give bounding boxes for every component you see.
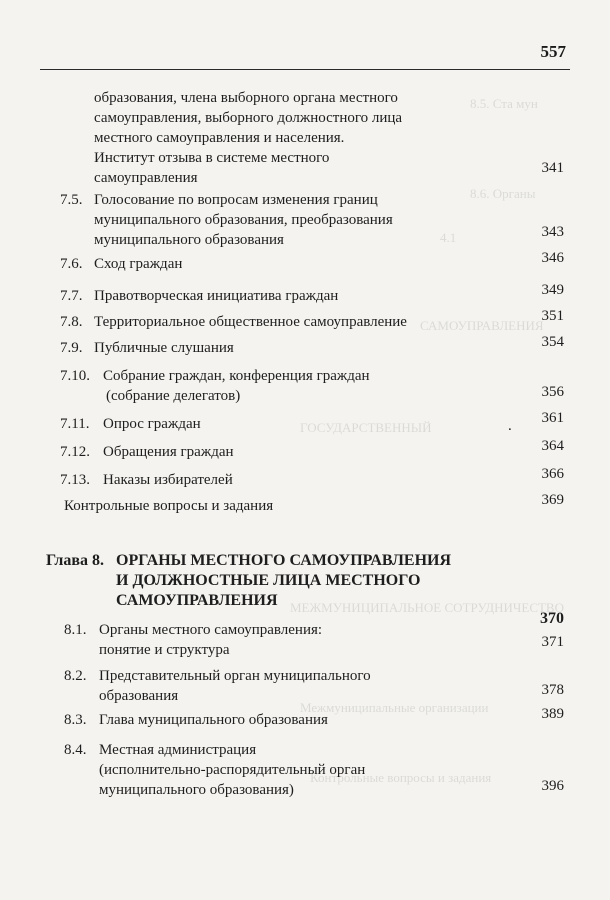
entry-number: 7.12. bbox=[60, 444, 90, 460]
entry-title bbox=[103, 442, 234, 462]
entry-number: 7.10. bbox=[60, 368, 90, 384]
toc-entry-7-6 bbox=[0, 250, 610, 276]
entry-number: 7.11. bbox=[60, 416, 90, 432]
entry-title bbox=[99, 666, 479, 706]
page-number: 557 bbox=[540, 42, 566, 61]
entry-number: 7.9. bbox=[60, 340, 83, 356]
entry-title-line: Наказы избирателей bbox=[103, 472, 233, 488]
toc-entry-7-7 bbox=[0, 282, 610, 308]
entry-title-line: Территориальное общественное самоуправление bbox=[94, 314, 407, 330]
entry-title-line: Представительный орган муниципального bbox=[99, 668, 371, 684]
entry-page: 343 bbox=[541, 224, 564, 240]
entry-title-line: Органы местного самоуправления: bbox=[99, 622, 323, 638]
entry-title-line: образования bbox=[99, 688, 179, 704]
entry-title bbox=[64, 496, 273, 516]
toc-entry-8-1 bbox=[0, 620, 610, 662]
toc-entry-review-questions bbox=[0, 492, 610, 518]
entry-title-line: Голосование по вопросам изменения границ bbox=[94, 192, 378, 208]
entry-page: 378 bbox=[541, 682, 564, 698]
toc-entry-continuation bbox=[0, 88, 610, 188]
show-through-7: Межмуниципальные организации bbox=[300, 700, 489, 715]
entry-title bbox=[94, 286, 338, 306]
chapter-number: Глава 8. bbox=[46, 552, 104, 569]
entry-title-line: (исполнительно-распорядительный орган bbox=[99, 762, 366, 778]
show-through-2: 8.6. Органы bbox=[470, 186, 536, 201]
chapter-title-line: И ДОЛЖНОСТНЫЕ ЛИЦА МЕСТНОГО bbox=[116, 572, 421, 589]
entry-title bbox=[103, 366, 483, 406]
toc-entry-7-9 bbox=[0, 334, 610, 360]
entry-page: 389 bbox=[541, 706, 564, 722]
entry-page: 346 bbox=[541, 250, 564, 266]
entry-title bbox=[99, 710, 328, 730]
entry-title bbox=[103, 470, 233, 490]
entry-number: 7.5. bbox=[60, 192, 83, 208]
entry-title-line: Местная администрация bbox=[99, 742, 257, 758]
toc-entry-7-11 bbox=[0, 410, 610, 436]
entry-title-line: самоуправления bbox=[94, 170, 198, 186]
entry-number: 8.3. bbox=[64, 712, 87, 728]
entry-title bbox=[94, 254, 182, 274]
leader-dot: . bbox=[508, 418, 512, 434]
show-through-6: МЕЖМУНИЦИПАЛЬНОЕ СОТРУДНИЧЕСТВО bbox=[290, 600, 564, 615]
show-through-5: ГОСУДАРСТВЕННЫЙ bbox=[300, 420, 432, 435]
toc-entry-7-10 bbox=[0, 366, 610, 408]
show-through-8: Контрольные вопросы и задания bbox=[310, 770, 492, 785]
entry-title-line: Опрос граждан bbox=[103, 416, 201, 432]
entry-page: 341 bbox=[541, 160, 564, 176]
toc-entry-7-13 bbox=[0, 466, 610, 492]
entry-page: 354 bbox=[541, 334, 564, 350]
toc-chapter-8 bbox=[0, 551, 610, 627]
entry-page: 396 bbox=[541, 778, 564, 794]
entry-title-line: понятие и структура bbox=[99, 642, 230, 658]
header-rule bbox=[40, 69, 570, 70]
entry-title-line: местного самоуправления и населения. bbox=[94, 130, 345, 146]
entry-number: 8.2. bbox=[64, 668, 87, 684]
entry-title-line: Правотворческая инициатива граждан bbox=[94, 288, 339, 304]
entry-title-line: муниципального образования) bbox=[99, 782, 294, 798]
entry-title-line: образования, члена выборного органа местного bbox=[94, 90, 398, 106]
toc-entry-7-12 bbox=[0, 438, 610, 464]
toc-entry-8-2 bbox=[0, 666, 610, 708]
entry-title-line: муниципального образования bbox=[94, 232, 284, 248]
entry-page: 361 bbox=[541, 410, 564, 426]
entry-title-line: Обращения граждан bbox=[103, 444, 234, 460]
entry-title-line: Сход граждан bbox=[94, 256, 183, 272]
entry-title bbox=[94, 338, 234, 358]
entry-number: 7.6. bbox=[60, 256, 83, 272]
entry-title bbox=[103, 414, 201, 434]
entry-title-line: самоуправления, выборного должностного лица bbox=[94, 110, 403, 126]
entry-title-line: Публичные слушания bbox=[94, 340, 234, 356]
entry-number: 8.4. bbox=[64, 742, 87, 758]
entry-page: 371 bbox=[541, 634, 564, 650]
entry-title-line: Контрольные вопросы и задания bbox=[64, 498, 274, 514]
entry-title bbox=[99, 620, 479, 660]
chapter-title-line: САМОУПРАВЛЕНИЯ bbox=[116, 592, 278, 609]
toc-entry-8-4 bbox=[0, 740, 610, 802]
entry-number: 7.7. bbox=[60, 288, 83, 304]
entry-page: 349 bbox=[541, 282, 564, 298]
entry-title-line: Собрание граждан, конференция граждан bbox=[103, 368, 370, 384]
entry-title bbox=[94, 88, 474, 188]
show-through-1: 8.5. Ста мун bbox=[470, 96, 538, 111]
chapter-title-line: ОРГАНЫ МЕСТНОГО САМОУПРАВЛЕНИЯ bbox=[116, 552, 452, 569]
entry-page: 356 bbox=[541, 384, 564, 400]
entry-number: 7.8. bbox=[60, 314, 83, 330]
entry-title-line: Институт отзыва в системе местного bbox=[94, 150, 330, 166]
show-through-4: САМОУПРАВЛЕНИЯ bbox=[420, 318, 544, 333]
entry-title-line: (собрание делегатов) bbox=[106, 388, 241, 404]
chapter-title bbox=[116, 551, 516, 611]
entry-number: 7.13. bbox=[60, 472, 90, 488]
entry-title bbox=[99, 740, 479, 800]
entry-page: 351 bbox=[541, 308, 564, 324]
entry-title bbox=[94, 312, 407, 332]
entry-title-line: муниципального образования, преобразования bbox=[94, 212, 393, 228]
entry-page: 369 bbox=[541, 492, 564, 508]
entry-number: 8.1. bbox=[64, 622, 87, 638]
show-through-3: 4.1 bbox=[440, 230, 457, 245]
chapter-page: 370 bbox=[540, 610, 564, 627]
entry-title-line: Глава муниципального образования bbox=[99, 712, 328, 728]
entry-title bbox=[94, 190, 474, 250]
entry-page: 366 bbox=[541, 466, 564, 482]
toc-entry-7-5 bbox=[0, 190, 610, 252]
toc-entry-7-8 bbox=[0, 308, 610, 334]
entry-page: 364 bbox=[541, 438, 564, 454]
